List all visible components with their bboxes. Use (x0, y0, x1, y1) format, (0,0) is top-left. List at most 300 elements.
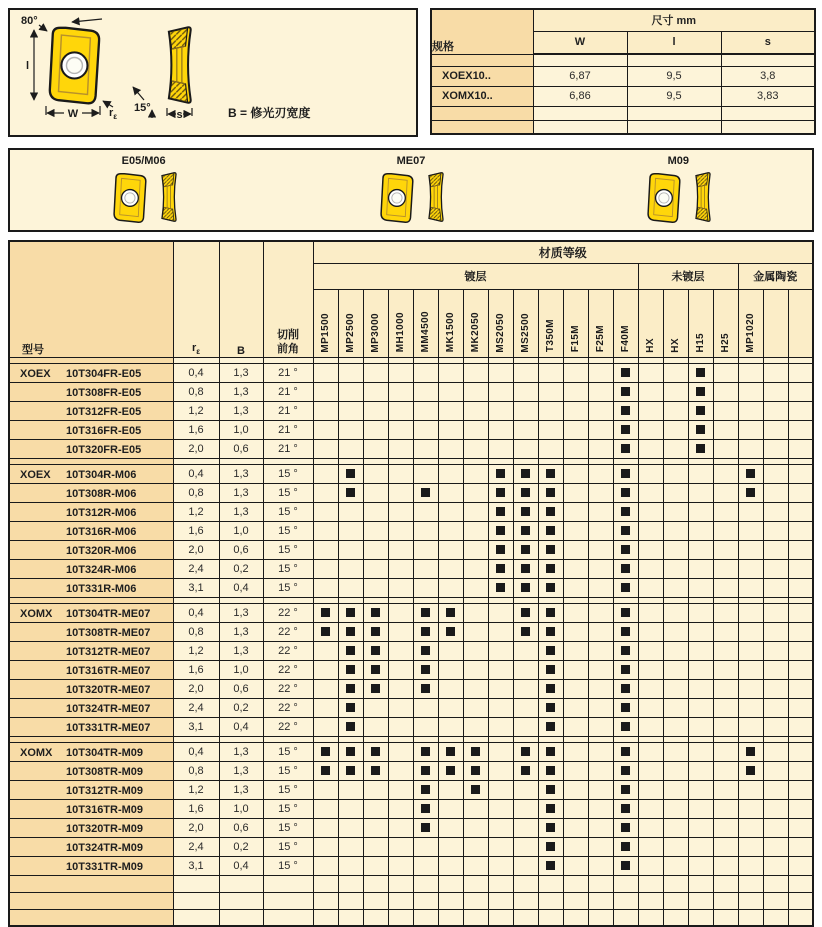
grade-cell (613, 717, 638, 736)
grade-cell (538, 641, 563, 660)
grade-cell (713, 837, 738, 856)
table-row (9, 401, 813, 420)
grade-cell (663, 464, 688, 483)
availability-mark (696, 406, 705, 415)
grade-cell (438, 578, 463, 597)
grade-cell (788, 698, 813, 717)
grade-cell (713, 818, 738, 837)
availability-mark (546, 646, 555, 655)
value-cell: 1,3 (219, 483, 263, 502)
grade-cell (613, 799, 638, 818)
grade-cell (488, 641, 513, 660)
grade-cell (513, 578, 538, 597)
col-header-s: s (721, 31, 815, 54)
grade-cell (663, 439, 688, 458)
grade-cell (763, 837, 788, 856)
series-prefix: XOEX (20, 468, 51, 481)
grade-cell (363, 799, 388, 818)
availability-mark (496, 469, 505, 478)
value-cell: 21 ° (263, 420, 313, 439)
availability-mark (621, 387, 630, 396)
grade-cell (663, 603, 688, 622)
grade-cell (738, 420, 763, 439)
grade-cell (313, 502, 338, 521)
model-designation: 10T320R-M06 (66, 544, 137, 557)
grade-cell (438, 856, 463, 875)
grade-cell (538, 818, 563, 837)
grade-cell (363, 464, 388, 483)
grade-cell (663, 420, 688, 439)
table-row (9, 717, 813, 736)
grade-cell (538, 540, 563, 559)
grade-cell (438, 540, 463, 559)
grade-cell (638, 521, 663, 540)
grade-cell (488, 780, 513, 799)
availability-mark (346, 684, 355, 693)
series-prefix: XOMX (20, 607, 53, 620)
grade-cell (613, 742, 638, 761)
grade-cell (738, 856, 763, 875)
grade-cell (338, 660, 363, 679)
grade-cell (338, 698, 363, 717)
grade-cell (363, 837, 388, 856)
grade-cell (663, 502, 688, 521)
grade-cell (313, 837, 338, 856)
grade-cell (563, 439, 588, 458)
grade-cell (663, 382, 688, 401)
grade-cell (713, 717, 738, 736)
availability-mark (621, 747, 630, 756)
table-row (9, 622, 813, 641)
grade-cell (388, 578, 413, 597)
availability-mark (621, 766, 630, 775)
value-cell: 15 ° (263, 818, 313, 837)
grade-cell (588, 717, 613, 736)
grade-cell (313, 439, 338, 458)
grade-cell (763, 363, 788, 382)
grade-cell (563, 761, 588, 780)
grade-cell (338, 641, 363, 660)
grade-cell (338, 382, 363, 401)
grade-cell (788, 641, 813, 660)
grades-table-panel (8, 240, 814, 927)
grade-cell (638, 464, 663, 483)
value-cell: 1,6 (173, 799, 219, 818)
grade-cell (438, 464, 463, 483)
availability-mark (621, 842, 630, 851)
grade-cell (638, 420, 663, 439)
availability-mark (371, 646, 380, 655)
dim-label-15: 15° (134, 102, 151, 114)
grade-cell (313, 742, 338, 761)
model-designation: 10T304R-M06 (66, 468, 137, 481)
dimensions-table-panel (430, 8, 816, 135)
empty-row (431, 106, 815, 120)
grade-cell (563, 603, 588, 622)
value-cell: 22 ° (263, 603, 313, 622)
availability-mark (521, 507, 530, 516)
grade-cell (413, 837, 438, 856)
grade-cell (313, 540, 338, 559)
grade-cell (588, 856, 613, 875)
grade-cell (538, 578, 563, 597)
grade-cell (538, 679, 563, 698)
availability-mark (546, 804, 555, 813)
grade-cell (588, 464, 613, 483)
grade-cell (363, 818, 388, 837)
grade-cell (638, 401, 663, 420)
availability-mark (696, 387, 705, 396)
grade-cell (763, 401, 788, 420)
grade-column-header: MK2050 (463, 289, 488, 357)
grade-cell (663, 521, 688, 540)
value-cell: 15 ° (263, 780, 313, 799)
grade-cell (463, 578, 488, 597)
availability-mark (421, 608, 430, 617)
grade-cell (513, 483, 538, 502)
dim-label-re: $r_\varepsilon$ (109, 107, 118, 121)
dim-label-l: l (26, 60, 30, 72)
grade-cell (563, 521, 588, 540)
availability-mark (746, 469, 755, 478)
value-cell: 2,4 (173, 698, 219, 717)
grade-cell (738, 439, 763, 458)
grade-cell (613, 679, 638, 698)
grade-cell (563, 717, 588, 736)
grade-cell (488, 660, 513, 679)
grade-cell (338, 483, 363, 502)
grade-cell (463, 439, 488, 458)
grade-cell (388, 559, 413, 578)
grade-cell (413, 540, 438, 559)
availability-mark (371, 627, 380, 636)
grade-cell (413, 622, 438, 641)
grade-cell (413, 761, 438, 780)
table-row (9, 559, 813, 578)
availability-mark (521, 608, 530, 617)
value-cell: 1,0 (219, 799, 263, 818)
grade-cell (713, 502, 738, 521)
availability-mark (446, 627, 455, 636)
grade-cell (713, 439, 738, 458)
grade-cell (488, 502, 513, 521)
grade-cell (338, 521, 363, 540)
grade-cell (313, 578, 338, 597)
grade-cell (463, 502, 488, 521)
table-row (9, 540, 813, 559)
grade-cell (413, 799, 438, 818)
grade-cell (463, 464, 488, 483)
grade-cell (788, 502, 813, 521)
grade-cell (563, 540, 588, 559)
table-row (9, 837, 813, 856)
grade-cell (338, 578, 363, 597)
grade-column-header: HX (663, 289, 688, 357)
availability-mark (346, 665, 355, 674)
grade-cell (588, 660, 613, 679)
grade-cell (363, 679, 388, 698)
value-cell: 0,4 (173, 464, 219, 483)
grade-cell (363, 641, 388, 660)
grade-cell (713, 799, 738, 818)
grade-cell (663, 578, 688, 597)
availability-mark (421, 823, 430, 832)
grade-cell (588, 837, 613, 856)
value-cell: 2,0 (173, 679, 219, 698)
availability-mark (746, 488, 755, 497)
grade-cell (688, 856, 713, 875)
grade-cell (388, 420, 413, 439)
availability-mark (621, 425, 630, 434)
grade-column-header: MM4500 (413, 289, 438, 357)
grade-cell (413, 363, 438, 382)
grade-cell (513, 502, 538, 521)
grade-column-header: MH1000 (388, 289, 413, 357)
value-cell: 0,8 (173, 382, 219, 401)
grade-column-header: F40M (613, 289, 638, 357)
availability-mark (621, 665, 630, 674)
grade-cell (488, 698, 513, 717)
grade-cell (738, 502, 763, 521)
re-column-header: $r_\varepsilon$ (173, 241, 219, 357)
grade-cell (488, 603, 513, 622)
model-designation: 10T316TR-ME07 (66, 664, 151, 677)
availability-mark (421, 747, 430, 756)
grade-cell (388, 540, 413, 559)
grade-cell (638, 780, 663, 799)
grade-cell (363, 401, 388, 420)
grade-cell (438, 622, 463, 641)
grade-column-header: MS2500 (513, 289, 538, 357)
grade-cell (438, 799, 463, 818)
grade-cell (688, 540, 713, 559)
table-row (9, 521, 813, 540)
grade-cell (688, 439, 713, 458)
grade-cell (663, 401, 688, 420)
grade-cell (313, 603, 338, 622)
grade-cell (563, 464, 588, 483)
grade-cell (613, 483, 638, 502)
value-cell: 2,4 (173, 837, 219, 856)
table-row (9, 420, 813, 439)
availability-mark (621, 469, 630, 478)
grade-cell (563, 837, 588, 856)
grade-cell (563, 742, 588, 761)
value-cell: 1,3 (219, 401, 263, 420)
model-designation: 10T312R-M06 (66, 506, 137, 519)
grade-cell (788, 818, 813, 837)
table-row (9, 742, 813, 761)
grade-cell (688, 363, 713, 382)
grade-cell (538, 799, 563, 818)
value-cell: 0,8 (173, 622, 219, 641)
availability-mark (621, 507, 630, 516)
value-cell: 1,6 (173, 420, 219, 439)
grade-cell (513, 540, 538, 559)
value-cell: 0,6 (219, 818, 263, 837)
col-header-w: W (533, 31, 627, 54)
availability-mark (446, 747, 455, 756)
grade-cell (738, 382, 763, 401)
grade-cell (413, 559, 438, 578)
table-row (9, 818, 813, 837)
grade-cell (388, 603, 413, 622)
availability-mark (421, 785, 430, 794)
grade-cell (788, 382, 813, 401)
model-designation: 10T308R-M06 (66, 487, 137, 500)
value-cell: 1,3 (219, 742, 263, 761)
value-cell: 0,2 (219, 837, 263, 856)
availability-mark (521, 564, 530, 573)
grade-cell (463, 483, 488, 502)
grade-cell (563, 698, 588, 717)
grade-cell (463, 603, 488, 622)
table-row (9, 679, 813, 698)
availability-mark (621, 722, 630, 731)
value-cell: 1,3 (219, 780, 263, 799)
grade-cell (388, 818, 413, 837)
availability-mark (421, 665, 430, 674)
grade-cell (738, 660, 763, 679)
grade-cell (738, 837, 763, 856)
grade-cell (763, 578, 788, 597)
availability-mark (371, 684, 380, 693)
insert-dimension-drawing (16, 12, 256, 134)
availability-mark (621, 684, 630, 693)
grade-cell (713, 742, 738, 761)
availability-mark (346, 469, 355, 478)
grade-cell (788, 799, 813, 818)
grade-cell (663, 742, 688, 761)
value-cell: 0,4 (173, 603, 219, 622)
value-cell: 0,4 (219, 856, 263, 875)
grade-cell (313, 799, 338, 818)
grade-cell (463, 559, 488, 578)
grade-cell (613, 420, 638, 439)
grade-cell (563, 856, 588, 875)
model-designation: 10T304FR-E05 (66, 367, 142, 380)
model-designation: 10T312TR-ME07 (66, 645, 151, 658)
table-row (9, 698, 813, 717)
grade-cell (513, 818, 538, 837)
grade-cell (438, 641, 463, 660)
empty-row (9, 875, 813, 892)
availability-mark (621, 545, 630, 554)
insert-type-label: ME07 (396, 155, 426, 167)
grade-cell (488, 540, 513, 559)
availability-mark (371, 747, 380, 756)
grade-cell (713, 578, 738, 597)
value-cell: 15 ° (263, 464, 313, 483)
availability-mark (621, 785, 630, 794)
grade-cell (513, 679, 538, 698)
grade-cell (538, 521, 563, 540)
grade-cell (463, 742, 488, 761)
grade-cell (763, 540, 788, 559)
grade-cell (338, 761, 363, 780)
grade-cell (788, 420, 813, 439)
grade-cell (513, 780, 538, 799)
value-cell: 1,3 (219, 502, 263, 521)
grade-cell (313, 818, 338, 837)
value-cell: 1,3 (219, 641, 263, 660)
availability-mark (546, 507, 555, 516)
grade-cell (413, 521, 438, 540)
grade-cell (788, 521, 813, 540)
model-designation: 10T320TR-M09 (66, 822, 144, 835)
availability-mark (496, 488, 505, 497)
grade-cell (588, 799, 613, 818)
availability-mark (346, 703, 355, 712)
grade-cell (688, 420, 713, 439)
grade-cell (788, 363, 813, 382)
group-header-uncoated: 未镀层 (638, 263, 738, 289)
grade-cell (438, 742, 463, 761)
availability-mark (546, 703, 555, 712)
grade-cell (388, 799, 413, 818)
availability-mark (371, 608, 380, 617)
grade-cell (588, 559, 613, 578)
grade-cell (413, 502, 438, 521)
model-designation: 10T316TR-M09 (66, 803, 144, 816)
grade-cell (613, 622, 638, 641)
grade-cell (438, 420, 463, 439)
grade-cell (463, 837, 488, 856)
grade-cell (763, 742, 788, 761)
grade-cell (413, 464, 438, 483)
grade-cell (313, 559, 338, 578)
grade-column-header: MP1020 (738, 289, 763, 357)
grade-cell (313, 698, 338, 717)
grade-cell (688, 401, 713, 420)
grade-cell (338, 856, 363, 875)
grade-cell (638, 382, 663, 401)
group-header-cermet: 金属陶瓷 (738, 263, 813, 289)
grade-cell (788, 780, 813, 799)
availability-mark (346, 488, 355, 497)
availability-mark (446, 608, 455, 617)
grade-cell (713, 698, 738, 717)
value-cell: 15 ° (263, 799, 313, 818)
grade-cell (738, 521, 763, 540)
grade-cell (513, 837, 538, 856)
grade-cell (588, 439, 613, 458)
grade-cell (338, 603, 363, 622)
grade-cell (313, 717, 338, 736)
grade-cell (413, 717, 438, 736)
grade-cell (338, 622, 363, 641)
empty-row (9, 909, 813, 926)
availability-mark (546, 627, 555, 636)
grades-title: 材质等级 (313, 241, 813, 263)
value-cell: 21 ° (263, 439, 313, 458)
grade-cell (763, 559, 788, 578)
grade-cell (538, 559, 563, 578)
grade-cell (663, 799, 688, 818)
availability-mark (546, 564, 555, 573)
availability-mark (521, 526, 530, 535)
value-cell: 0,6 (219, 540, 263, 559)
value-cell: 15 ° (263, 521, 313, 540)
dim-label-w: W (67, 108, 79, 120)
grade-cell (763, 420, 788, 439)
grade-cell (388, 363, 413, 382)
grade-cell (513, 521, 538, 540)
grade-cell (563, 578, 588, 597)
availability-mark (521, 469, 530, 478)
grade-cell (488, 837, 513, 856)
value-cell: 0,8 (173, 761, 219, 780)
